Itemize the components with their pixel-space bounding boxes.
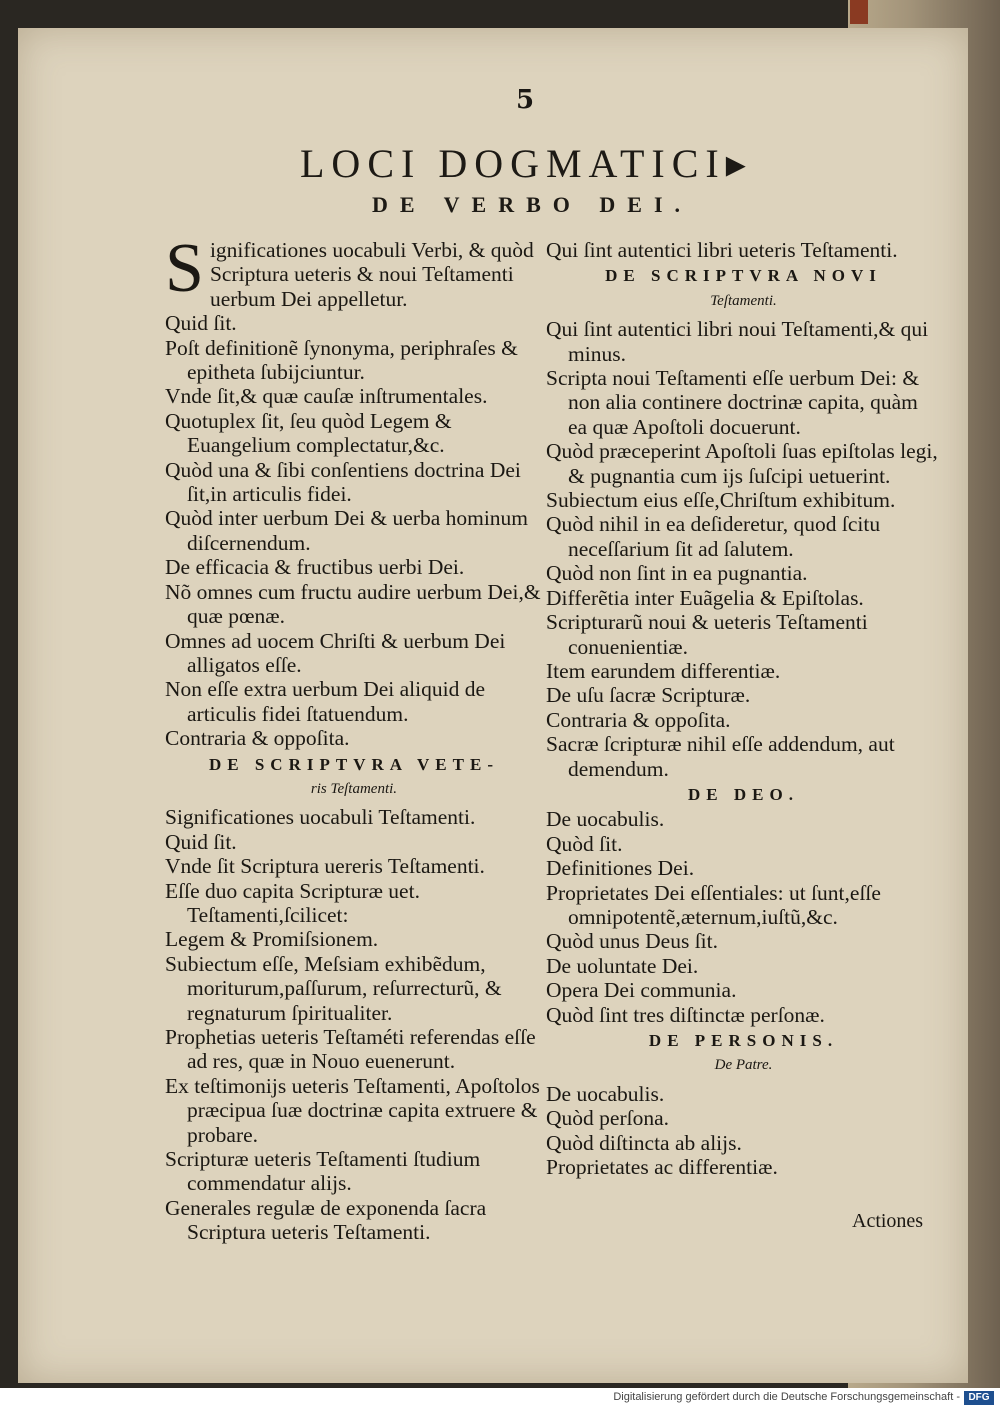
- index-entry: Definitiones Dei.: [546, 856, 695, 881]
- index-entry: Significationes uocabuli Teſtamenti.: [165, 805, 476, 830]
- index-entry: De uocabulis.: [546, 807, 665, 832]
- section-title: DE VERBO DEI.: [372, 192, 693, 217]
- index-entry: Quòd diſtincta ab alijs.: [546, 1130, 742, 1155]
- subsection-heading: DE SCRIPTVRA NOVI: [605, 266, 882, 286]
- entry-with-drop-cap: [165, 230, 543, 311]
- index-entry: Qui ſint autentici libri ueteris Teſtamenti.: [546, 238, 898, 262]
- index-entry: Proprietates Dei eſſentiales: ut ſunt,eſſe omnipotentẽ,æternum,iuſtũ,&c.: [546, 880, 881, 929]
- index-entry: Non eſſe extra uerbum Dei aliquid de articulis fidei ſtatuendum.: [165, 677, 486, 726]
- index-entry: Proprietates ac differentiæ.: [546, 1155, 778, 1180]
- index-entry: Quòd unus Deus ſit.: [546, 929, 718, 954]
- binding-strip: [850, 0, 868, 24]
- index-entry: Quid ſit.: [165, 311, 237, 336]
- catchword: Actiones: [852, 1210, 924, 1232]
- index-entry: De uoluntate Dei.: [546, 953, 699, 978]
- index-entry: Vnde ſit Scriptura uereris Teſtamenti.: [165, 854, 485, 879]
- index-entry: Omnes ad uocem Chriſti & uerbum Dei alligatos eſſe.: [165, 628, 506, 677]
- footer-bar: [0, 1388, 1000, 1409]
- index-entry: Quòd inter uerbum Dei & uerba hominum diſcernendum.: [165, 506, 529, 555]
- index-entry: Qui ſint autentici libri noui Teſtamenti,& qui minus.: [546, 317, 929, 366]
- right-column: [546, 238, 941, 1179]
- index-entry: Quòd perſona.: [546, 1106, 669, 1131]
- index-entry: Nõ omnes cum fructu audire uerbum Dei,& quæ pœnæ.: [165, 579, 541, 629]
- subsection-heading-continued: De Patre.: [714, 1057, 773, 1074]
- index-entry: Scripturæ ueteris Teſtamenti ſtudium commendatur alijs.: [165, 1147, 481, 1196]
- page-number: 5: [515, 85, 535, 115]
- index-entry: Contraria & oppoſita.: [546, 707, 731, 732]
- index-entry: De uſu ſacræ Scripturæ.: [546, 683, 751, 708]
- index-entry: Quotuplex ſit, ſeu quòd Legem & Euangelium complectatur,&c.: [165, 408, 452, 458]
- index-entry: Contraria & oppoſita.: [165, 726, 350, 751]
- index-entry: Sacræ ſcripturæ nihil eſſe addendum, aut demendum.: [546, 732, 895, 781]
- index-entry: De uocabulis.: [546, 1081, 665, 1106]
- index-entry: Quòd non ſint in ea pugnantia.: [546, 561, 808, 586]
- index-entry: Quid ſit.: [165, 829, 237, 854]
- index-entry: Scripturarũ noui & ueteris Teſtamenti conuenientiæ.: [546, 610, 868, 659]
- index-entry: Legem & Promiſsionem.: [165, 927, 379, 952]
- left-column: [165, 230, 543, 1245]
- page-title: LOCI DOGMATICI▸: [300, 141, 753, 186]
- index-entry: Vnde ſit,& quæ cauſæ inſtrumentales.: [165, 384, 488, 409]
- index-entry: Poſt definitionẽ ſynonyma, periphraſes & epitheta ſubijciuntur.: [165, 335, 518, 385]
- index-entry: Item earundem differentiæ.: [546, 658, 781, 683]
- index-entry: Ex teſtimonijs ueteris Teſtamenti, Apoſtolos præcipua ſuæ doctrinæ capita extruere & probare.: [165, 1073, 540, 1147]
- subsection-heading-continued: ris Teſtamenti.: [310, 780, 398, 797]
- subsection-heading: DE PERSONIS.: [648, 1031, 839, 1050]
- subsection-heading: DE DEO.: [688, 784, 799, 804]
- entry-text: ignificationes uocabuli Verbi, & quòd Scriptura ueteris & noui Teſtamenti uerbum Dei appelletur.: [209, 238, 534, 311]
- subsection-heading-continued: Teſtamenti.: [710, 292, 777, 309]
- index-entry: Differẽtia inter Euãgelia & Epiſtolas.: [546, 585, 864, 610]
- index-entry: Scripta noui Teſtamenti eſſe uerbum Dei: & non alia continere doctrinæ capita, quàm ea quæ Apoſtoli docuerunt.: [546, 366, 920, 439]
- index-entry: De efficacia & fructibus uerbi Dei.: [165, 555, 465, 580]
- dfg-logo-icon: DFG: [964, 1391, 994, 1405]
- funding-notice: Digitalisierung gefördert durch die Deutsche Forschungsgemeinschaft -: [613, 1391, 960, 1403]
- index-entry: Quòd præceperint Apoſtoli ſuas epiſtolas legi, & pugnantia cum ijs ſuſcipi uetuerint.: [546, 439, 938, 488]
- index-entry: Quòd una & ſibi conſentiens doctrina Dei ſit,in articulis fidei.: [165, 457, 521, 507]
- index-entry: Prophetias ueteris Teſtaméti referendas eſſe ad res, quæ in Nouo euenerunt.: [165, 1025, 536, 1074]
- index-entry: Subiectum eius eſſe,Chriſtum exhibitum.: [546, 488, 896, 513]
- subsection-heading: DE SCRIPTVRA VETE-: [208, 754, 499, 774]
- index-entry: Quòd ſit.: [546, 831, 623, 856]
- drop-cap: S: [165, 230, 204, 307]
- index-entry: Opera Dei communia.: [546, 978, 737, 1003]
- index-entry: Subiectum eſſe, Meſsiam exhibẽdum, moriturum,paſſurum, reſurrecturũ, & regnaturum ſpiritualiter.: [165, 951, 502, 1025]
- index-entry: Quòd nihil in ea deſideretur, quod ſcitu neceſſarium ſit ad ſalutem.: [546, 512, 881, 561]
- index-entry: Quòd ſint tres diſtinctæ perſonæ.: [546, 1002, 825, 1027]
- index-entry: Generales regulæ de exponenda ſacra Scriptura ueteris Teſtamenti.: [165, 1195, 487, 1245]
- index-entry: Eſſe duo capita Scripturæ uet. Teſtamenti,ſcilicet:: [165, 878, 420, 927]
